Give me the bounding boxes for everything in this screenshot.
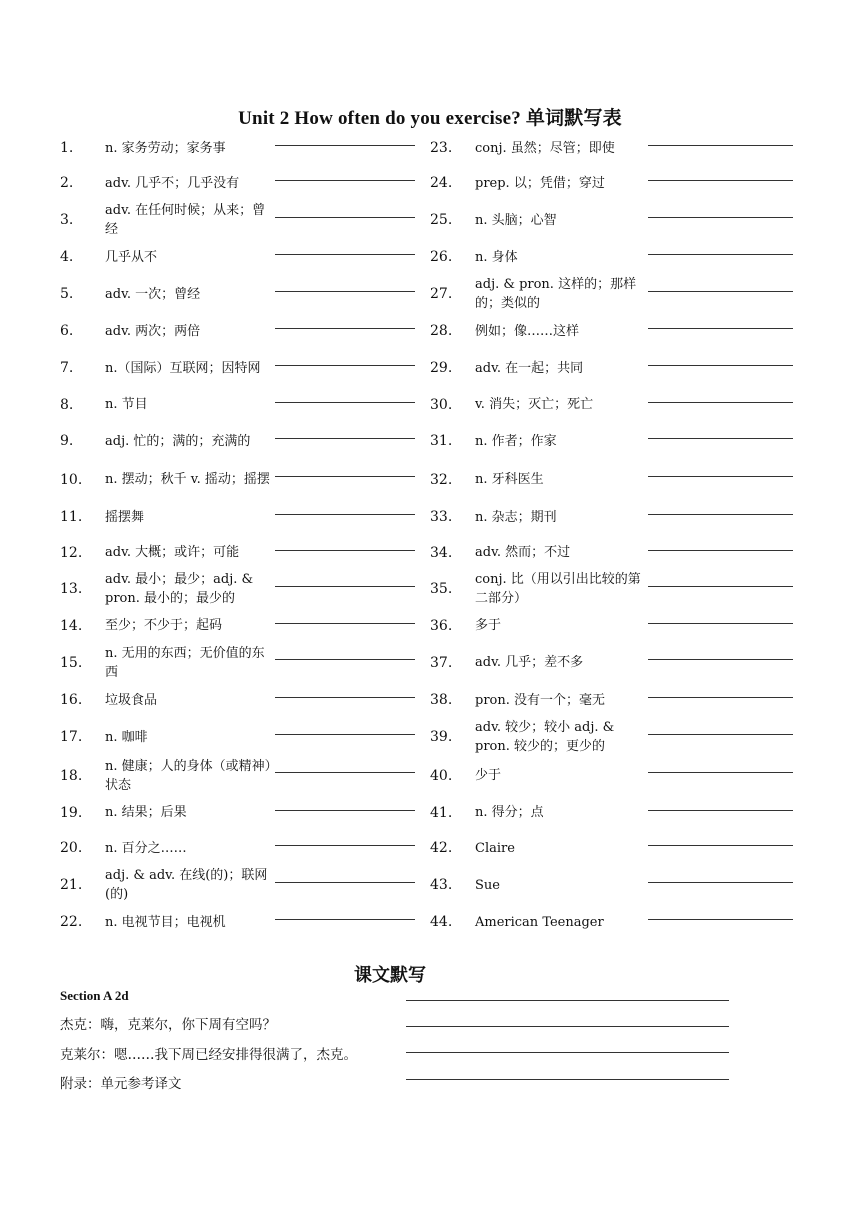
vocab-row [430, 313, 800, 349]
vocab-meaning: 至少；不少于；起码 [105, 618, 223, 633]
answer-blank-line[interactable] [648, 145, 793, 146]
vocab-meaning: adj. & pron. 这样的；那样的；类似的 [475, 277, 637, 311]
text-blank-line[interactable] [406, 1000, 729, 1001]
answer-blank-line[interactable] [275, 328, 415, 329]
vocab-row [60, 131, 430, 165]
vocab-meaning: n. 无用的东西；无价值的东西 [105, 645, 265, 680]
vocab-number: 26. [430, 249, 453, 265]
answer-blank-line[interactable] [648, 291, 793, 292]
answer-blank-line[interactable] [648, 659, 793, 660]
vocab-number: 22. [60, 914, 83, 930]
vocab-number: 41. [430, 804, 453, 821]
vocab-meaning: adv. 在一起；共同 [475, 360, 584, 376]
vocab-meaning: adv. 几乎不；几乎没有 [105, 175, 240, 191]
vocab-number: 1. [60, 140, 74, 156]
vocab-row [430, 239, 800, 275]
answer-blank-line[interactable] [275, 734, 415, 735]
vocab-meaning: n.（国际）互联网；因特网 [105, 360, 261, 376]
answer-blank-line[interactable] [275, 402, 415, 403]
answer-blank-line[interactable] [275, 882, 415, 883]
vocab-meaning: Claire [475, 840, 515, 856]
answer-blank-line[interactable] [275, 476, 415, 477]
vocab-number: 36. [430, 617, 453, 634]
text-line: 附录：单元参考译文 [60, 1076, 182, 1092]
answer-blank-line[interactable] [275, 586, 415, 587]
answer-blank-line[interactable] [275, 845, 415, 846]
vocab-row [60, 608, 430, 643]
vocab-number: 44. [430, 914, 453, 930]
page-title: Unit 2 How often do you exercise? 单词默写表 [238, 108, 622, 129]
vocab-meaning: pron. 没有一个；毫无 [475, 692, 606, 708]
vocab-meaning: n. 杂志；期刊 [475, 509, 557, 525]
vocab-number: 17. [60, 729, 83, 745]
answer-blank-line[interactable] [275, 217, 415, 218]
vocab-row [60, 866, 430, 904]
vocab-row [430, 535, 800, 570]
vocab-number: 13. [60, 581, 83, 597]
vocab-number: 7. [60, 360, 74, 376]
answer-blank-line[interactable] [275, 514, 415, 515]
vocab-row [60, 904, 430, 940]
vocab-row [430, 756, 800, 795]
vocab-meaning: n. 头脑；心智 [475, 212, 557, 228]
vocab-meaning: n. 作者；作家 [475, 433, 557, 449]
vocab-row [60, 349, 430, 387]
text-blank-line[interactable] [406, 1052, 729, 1053]
vocab-meaning: adv. 几乎；差不多 [475, 655, 584, 670]
vocab-row [430, 349, 800, 387]
answer-blank-line[interactable] [275, 365, 415, 366]
answer-blank-line[interactable] [648, 623, 793, 624]
vocab-row [430, 904, 800, 940]
vocab-number: 31. [430, 433, 453, 449]
vocab-meaning: n. 节目 [105, 397, 148, 412]
vocab-number: 9. [60, 433, 74, 449]
vocab-row [60, 460, 430, 499]
vocab-meaning: n. 百分之…… [105, 840, 187, 856]
answer-blank-line[interactable] [275, 180, 415, 181]
vocab-meaning: adv. 两次；两倍 [105, 323, 201, 339]
text-line: 杰克：嗨，克莱尔，你下周有空吗？ [60, 1017, 276, 1033]
answer-blank-line[interactable] [648, 772, 793, 773]
answer-blank-line[interactable] [275, 697, 415, 698]
vocab-number: 5. [60, 286, 74, 302]
vocab-row [60, 499, 430, 535]
vocab-meaning: adv. 在任何时候；从来；曾经 [105, 203, 266, 237]
vocab-number: 43. [430, 877, 453, 893]
vocab-number: 29. [430, 360, 453, 376]
vocab-row [430, 570, 800, 608]
section-subtitle: Section A 2d [60, 988, 129, 1003]
answer-blank-line[interactable] [648, 328, 793, 329]
vocab-meaning: 例如；像……这样 [475, 323, 580, 339]
vocab-number: 40. [430, 767, 453, 784]
vocab-row [60, 756, 430, 795]
answer-blank-line[interactable] [648, 217, 793, 218]
answer-blank-line[interactable] [648, 254, 793, 255]
vocab-number: 8. [60, 396, 74, 413]
vocab-number: 18. [60, 767, 83, 784]
vocab-meaning: conj. 虽然；尽管；即使 [475, 140, 615, 156]
vocab-row [430, 499, 800, 535]
section-title: 课文默写 [354, 965, 426, 986]
vocab-meaning: American Teenager [475, 914, 604, 930]
vocab-number: 2. [60, 175, 74, 191]
vocab-meaning: v. 消失；灭亡；死亡 [475, 397, 594, 412]
vocab-number: 42. [430, 840, 453, 856]
vocab-row [430, 643, 800, 682]
vocab-number: 6. [60, 323, 74, 339]
vocab-row [430, 866, 800, 904]
vocab-meaning: 垃圾食品 [105, 692, 158, 708]
vocab-number: 10. [60, 471, 83, 488]
vocab-meaning: adv. 然而；不过 [475, 545, 571, 560]
vocab-meaning: n. 电视节目；电视机 [105, 914, 226, 930]
vocab-number: 14. [60, 617, 83, 634]
answer-blank-line[interactable] [275, 438, 415, 439]
vocab-meaning: adv. 最小；最少；adj. & pron. 最小的；最少的 [105, 572, 254, 606]
answer-blank-line[interactable] [275, 772, 415, 773]
vocab-row [430, 422, 800, 460]
vocab-row [60, 239, 430, 275]
vocab-number: 24. [430, 175, 453, 191]
answer-blank-line[interactable] [648, 697, 793, 698]
vocab-meaning: n. 摆动；秋千 v. 摇动；摇摆 [105, 472, 270, 487]
vocab-row [60, 422, 430, 460]
answer-blank-line[interactable] [648, 402, 793, 403]
vocab-meaning: adv. 较少；较小 adj. & pron. 较少的；更少的 [475, 720, 615, 754]
vocab-row [60, 275, 430, 313]
vocab-meaning: n. 家务劳动；家务事 [105, 140, 226, 156]
answer-blank-line[interactable] [648, 882, 793, 883]
vocab-row [60, 165, 430, 201]
vocab-number: 11. [60, 509, 83, 525]
answer-blank-line[interactable] [648, 734, 793, 735]
vocab-row [60, 682, 430, 718]
vocab-table [60, 131, 800, 940]
vocab-row [60, 830, 430, 866]
vocab-meaning: 几乎从不 [105, 249, 158, 265]
answer-blank-line[interactable] [275, 659, 415, 660]
text-blank-line[interactable] [406, 1026, 729, 1027]
vocab-number: 15. [60, 654, 83, 671]
vocab-row [430, 795, 800, 830]
answer-blank-line[interactable] [648, 476, 793, 477]
vocab-row [430, 718, 800, 756]
answer-blank-line[interactable] [648, 438, 793, 439]
vocab-number: 37. [430, 654, 453, 671]
vocab-meaning: conj. 比（用以引出比较的第二部分） [475, 572, 641, 606]
text-line: 克莱尔：嗯……我下周已经安排得很满了，杰克。 [60, 1047, 357, 1063]
vocab-row [430, 608, 800, 643]
answer-blank-line[interactable] [648, 586, 793, 587]
vocab-row [430, 830, 800, 866]
answer-blank-line[interactable] [275, 623, 415, 624]
vocab-row [60, 201, 430, 239]
answer-blank-line[interactable] [648, 845, 793, 846]
vocab-meaning: n. 咖啡 [105, 729, 148, 745]
vocab-number: 16. [60, 692, 83, 708]
vocab-meaning: prep. 以；凭借；穿过 [475, 175, 605, 191]
answer-blank-line[interactable] [648, 810, 793, 811]
vocab-meaning: 摇摆舞 [105, 509, 145, 525]
vocab-row [60, 387, 430, 422]
answer-blank-line[interactable] [648, 365, 793, 366]
vocab-number: 33. [430, 509, 453, 525]
answer-blank-line[interactable] [648, 919, 793, 920]
vocab-number: 28. [430, 323, 453, 339]
vocab-row [60, 718, 430, 756]
answer-blank-line[interactable] [275, 145, 415, 146]
vocab-row [60, 570, 430, 608]
vocab-number: 34. [430, 544, 453, 561]
vocab-number: 23. [430, 140, 453, 156]
vocab-row [430, 460, 800, 499]
vocab-meaning: n. 结果；后果 [105, 805, 187, 820]
answer-blank-line[interactable] [275, 810, 415, 811]
vocab-number: 27. [430, 286, 453, 302]
vocab-number: 39. [430, 729, 453, 745]
answer-blank-line[interactable] [648, 550, 793, 551]
answer-blank-line[interactable] [275, 291, 415, 292]
answer-blank-line[interactable] [275, 550, 415, 551]
vocab-number: 4. [60, 249, 74, 265]
vocab-number: 20. [60, 840, 83, 856]
vocab-meaning: 多于 [475, 618, 502, 633]
vocab-row [430, 165, 800, 201]
vocab-meaning: adj. & adv. 在线(的)；联网(的) [105, 868, 268, 902]
answer-blank-line[interactable] [275, 919, 415, 920]
vocab-meaning: Sue [475, 877, 500, 893]
answer-blank-line[interactable] [648, 514, 793, 515]
answer-blank-line[interactable] [648, 180, 793, 181]
text-blank-line[interactable] [406, 1079, 729, 1080]
vocab-row [60, 313, 430, 349]
vocab-number: 19. [60, 804, 83, 821]
vocab-row [430, 201, 800, 239]
vocab-meaning: adj. 忙的；满的；充满的 [105, 433, 251, 449]
vocab-row [430, 275, 800, 313]
vocab-row [430, 131, 800, 165]
vocab-row [430, 387, 800, 422]
vocab-meaning: adv. 一次；曾经 [105, 286, 201, 302]
vocab-number: 35. [430, 581, 453, 597]
vocab-row [60, 795, 430, 830]
answer-blank-line[interactable] [275, 254, 415, 255]
vocab-number: 30. [430, 396, 453, 413]
vocab-number: 38. [430, 692, 453, 708]
vocab-number: 21. [60, 877, 83, 893]
vocab-number: 12. [60, 544, 83, 561]
vocab-row [430, 682, 800, 718]
vocab-number: 32. [430, 471, 453, 488]
vocab-number: 25. [430, 212, 453, 228]
vocab-meaning: n. 得分；点 [475, 805, 544, 820]
vocab-number: 3. [60, 212, 74, 228]
vocab-meaning: n. 身体 [475, 249, 518, 265]
vocab-meaning: n. 健康；人的身体（或精神）状态 [105, 758, 272, 793]
vocab-row [60, 535, 430, 570]
vocab-meaning: adv. 大概；或许；可能 [105, 545, 240, 560]
vocab-meaning: n. 牙科医生 [475, 472, 544, 487]
vocab-meaning: 少于 [475, 768, 502, 783]
vocab-row [60, 643, 430, 682]
